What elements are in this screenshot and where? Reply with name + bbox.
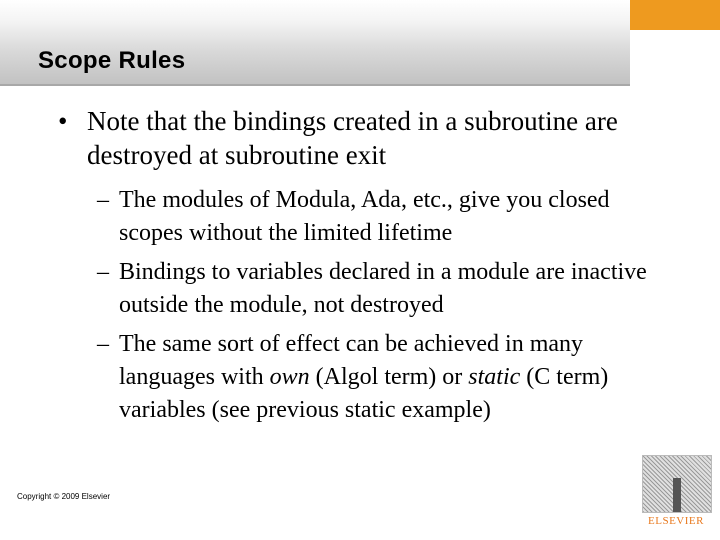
slide-title: Scope Rules xyxy=(38,47,186,74)
sub-bullet-text xyxy=(119,328,679,427)
logo-wordmark: ELSEVIER xyxy=(648,515,704,527)
bullet-text: Note that the bindings created in a subroutine are destroyed at subroutine exit xyxy=(87,106,618,170)
elsevier-logo xyxy=(640,455,712,535)
sub-bullet-marker: – xyxy=(97,331,109,357)
elsevier-tree-icon xyxy=(642,455,712,513)
sub-bullet-marker: – xyxy=(97,187,109,213)
copyright-notice: Copyright © 2009 Elsevier xyxy=(17,492,111,501)
sub-bullet-text: The modules of Modula, Ada, etc., give you closed scopes without the limited lifetime xyxy=(119,187,610,246)
title-divider xyxy=(0,84,630,86)
emphasis-own: own xyxy=(269,364,310,390)
sub-bullet-marker: – xyxy=(97,259,109,285)
text-part: (Algol term) or xyxy=(309,364,469,390)
bullet-marker: • xyxy=(58,106,68,136)
accent-block xyxy=(630,0,720,30)
text-part: (C term) variables (see previous static example) xyxy=(119,364,609,423)
tree-trunk xyxy=(673,478,681,512)
sub-bullet-text: Bindings to variables declared in a module are inactive outside the module, not destroyed xyxy=(119,259,647,318)
emphasis-static: static xyxy=(468,364,521,390)
text-part: The same sort of effect can be achieved in many languages with xyxy=(119,331,584,390)
